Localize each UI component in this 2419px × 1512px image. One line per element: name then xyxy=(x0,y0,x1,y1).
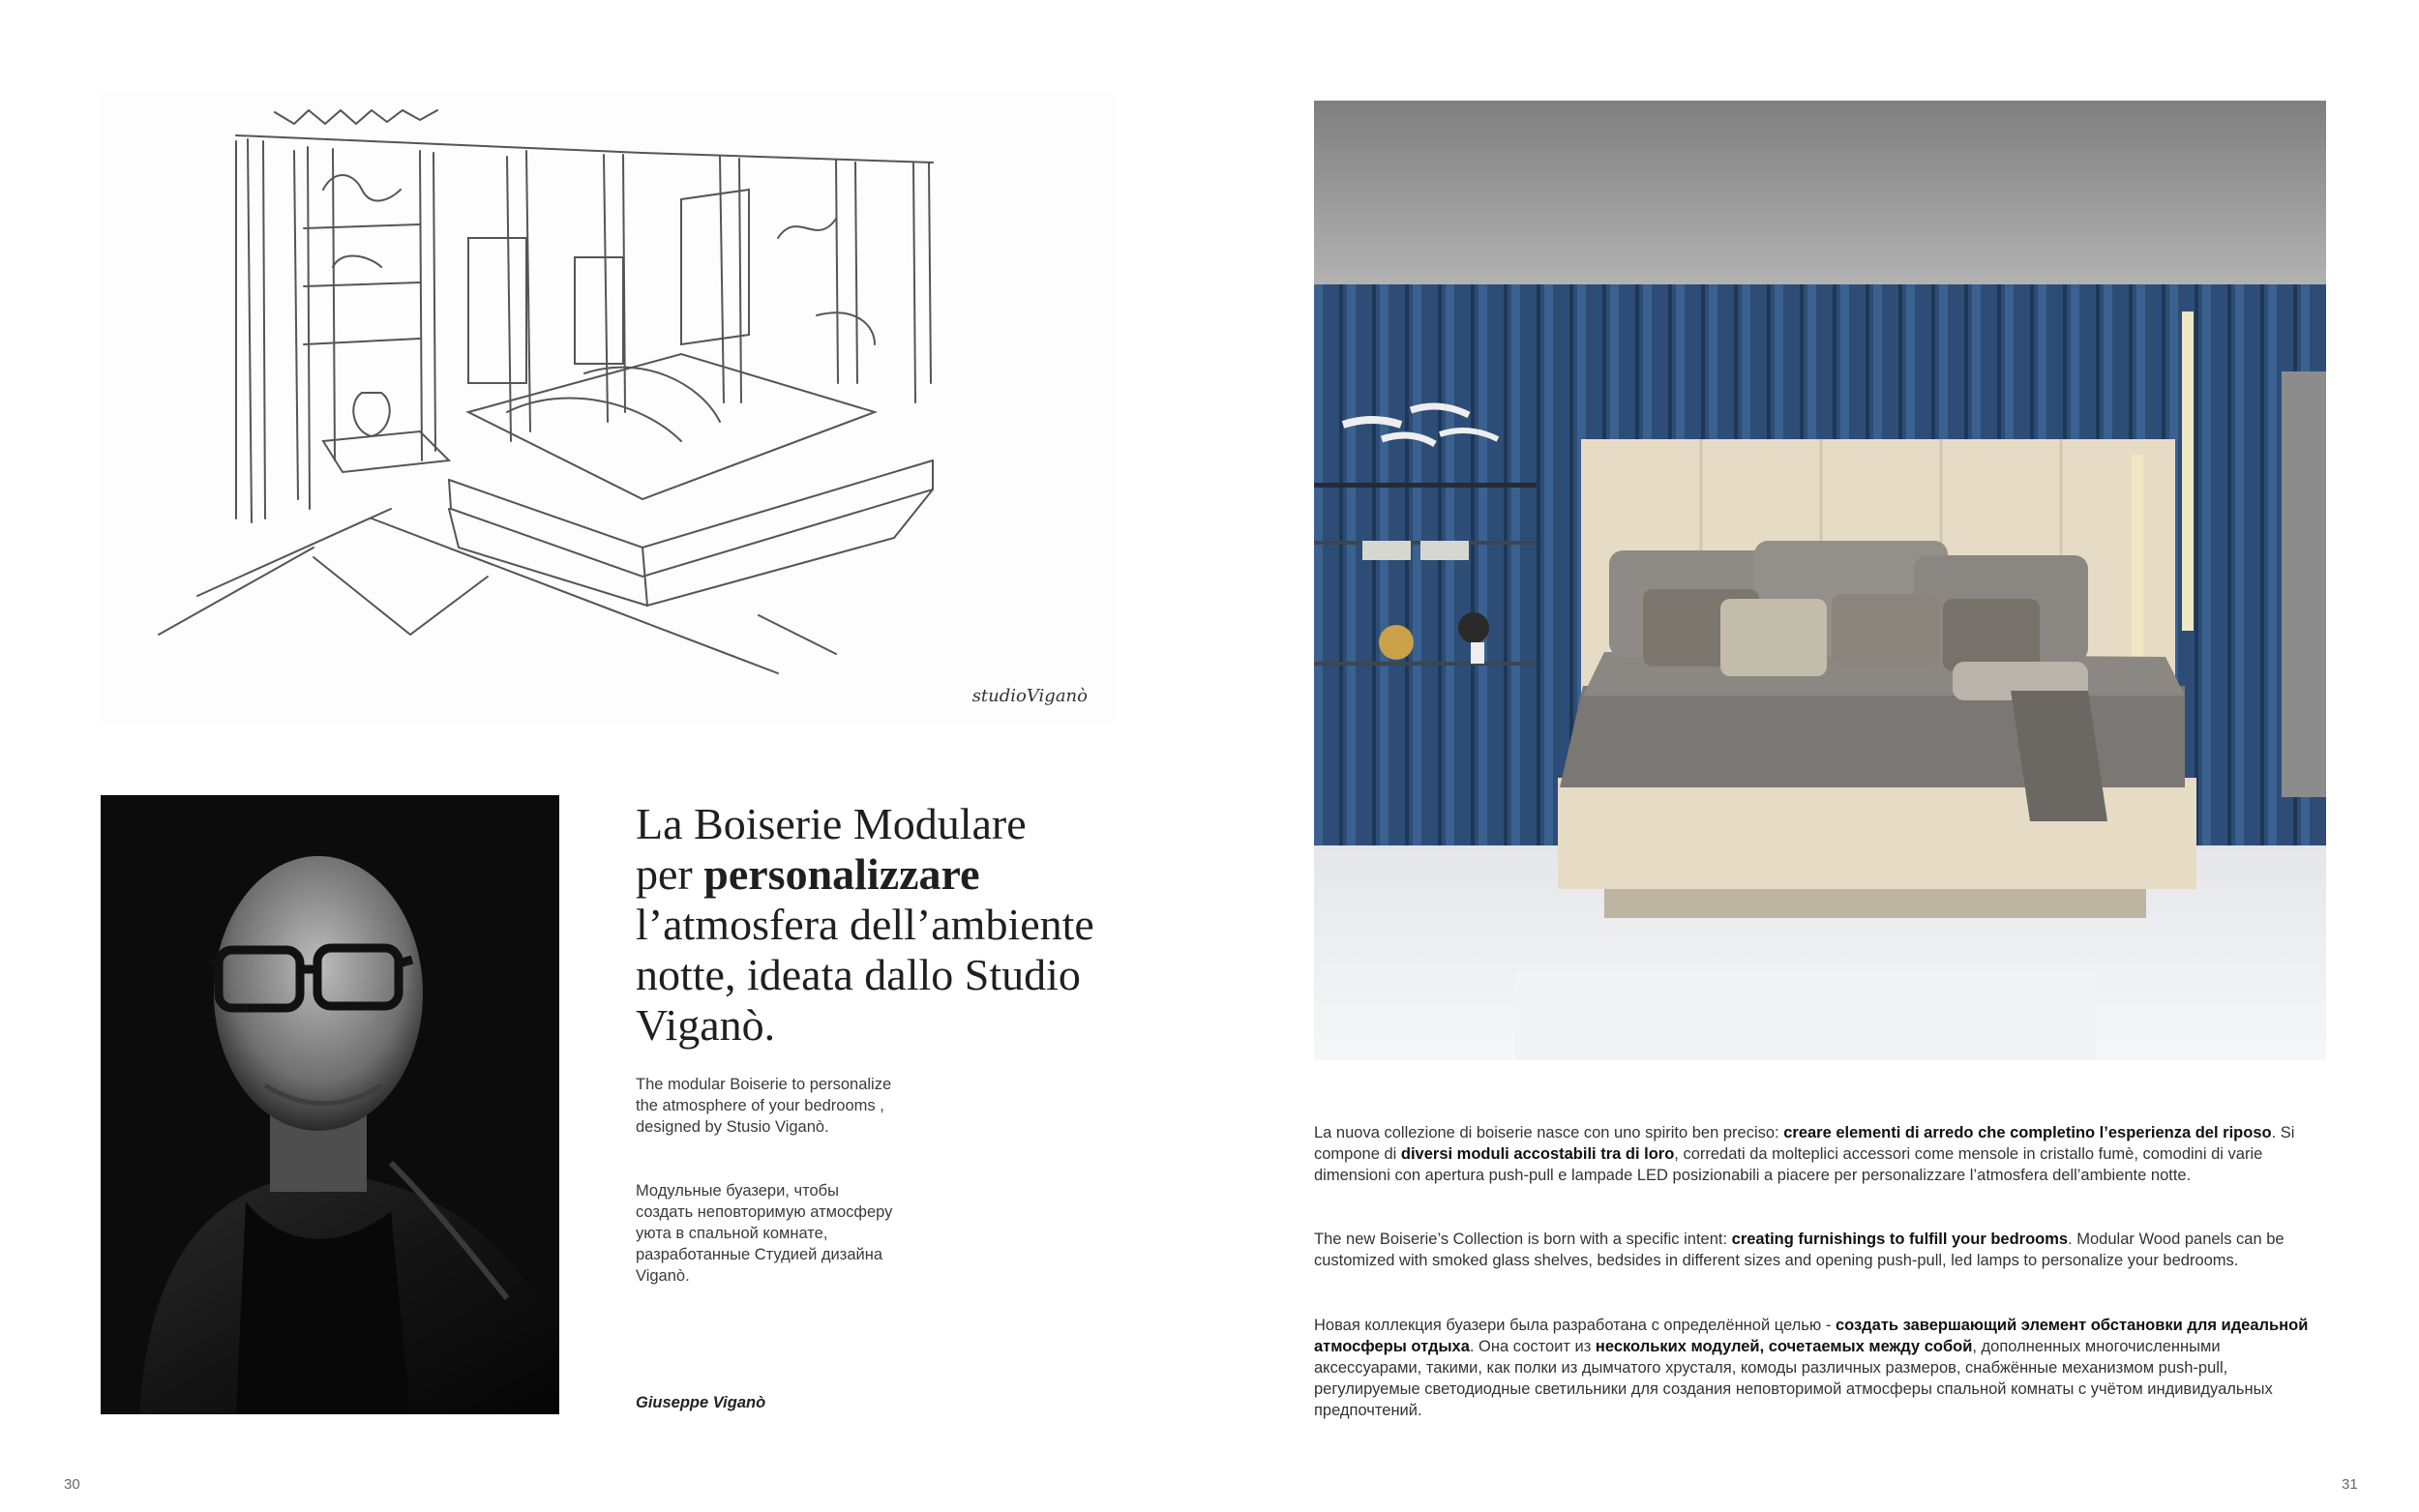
caption-russian: Модульные буазери, чтобы создать неповторимую атмосферу уюта в спальной комнате, разработанные Студией дизайна Viganò. xyxy=(636,1182,893,1285)
page-number-right: 31 xyxy=(2342,1476,2358,1493)
p-ru-b2: нескольких модулей, сочетаемых между собой xyxy=(1595,1338,1973,1355)
p-it-b2: diversi moduli accostabili tra di loro xyxy=(1400,1145,1675,1163)
render-image xyxy=(1314,101,2326,1060)
headline-line-3: l’atmosfera dell’ambiente xyxy=(636,900,1094,949)
bedroom-sketch xyxy=(101,93,1115,724)
bedroom-render-photo xyxy=(1314,101,2326,1060)
headline-bold-word: personalizzare xyxy=(703,849,980,899)
headline-line-1: La Boiserie Modulare xyxy=(636,799,1027,848)
p-ru-b1: создать завершающий элемент обстановки для идеальной атмосферы отдыха xyxy=(1314,1317,2309,1355)
caption-english: The modular Boiserie to personalize the atmosphere of your bedrooms , designed by Stusio Viganò. xyxy=(636,1076,892,1136)
p-en-b1: creating furnishings to fulfill your bedrooms xyxy=(1731,1230,2069,1248)
paragraph-english xyxy=(1314,1229,2326,1271)
p-ru-t2: . Она состоит из xyxy=(1469,1338,1596,1355)
author-name: Giuseppe Viganò xyxy=(636,1394,766,1411)
p-ru-t3: , дополненных многочисленными аксессуарами, такими, как полки из дымчатого хрусталя, комоды различных размеров, снабжённые механизмом push-pull, регулируемые светодиодные светильники для создания неповторимой атмосферы спальной комнаты с учётом индивидуальных предпочтений. xyxy=(1314,1338,2273,1419)
headline-line-2-pre: per xyxy=(636,849,704,899)
p-it-b1: creare elementi di arredo che completino l’esperienza del riposo xyxy=(1783,1124,2272,1141)
headline-line-2 xyxy=(636,849,1178,900)
designer-portrait xyxy=(101,795,559,1414)
headline-line-4: notte, ideata dallo Studio xyxy=(636,950,1081,999)
paragraph-italian xyxy=(1314,1122,2326,1186)
p-en-t1: The new Boiserie’s Collection is born with a specific intent: xyxy=(1314,1230,1732,1248)
page-headline xyxy=(636,799,1178,1051)
p-it-t3: , corredati da molteplici accessori come mensole in cristallo fumè, comodini di varie dimensioni con apertura push-pull e lampade LED posizionabili a piacere per personalizzare l’atmosfera dell’ambiente notte. xyxy=(1314,1145,2263,1184)
portrait-photo xyxy=(101,795,559,1414)
page-number-left: 30 xyxy=(64,1476,80,1493)
p-it-t2: . Si compone di xyxy=(1314,1124,2295,1163)
p-it-t1: La nuova collezione di boiserie nasce con uno spirito ben preciso: xyxy=(1314,1124,1784,1141)
headline-line-5: Viganò. xyxy=(636,1000,776,1050)
p-ru-t1: Новая коллекция буазери была разработана с определённой целью - xyxy=(1314,1317,1836,1334)
studio-signature: studioViganò xyxy=(971,686,1088,706)
p-en-t2: . Modular Wood panels can be customized with smoked glass shelves, bedsides in different sizes and opening push-pull, led lamps to personalize your bedrooms. xyxy=(1314,1230,2285,1269)
sketch-drawing xyxy=(101,93,1115,724)
paragraph-russian xyxy=(1314,1315,2326,1421)
